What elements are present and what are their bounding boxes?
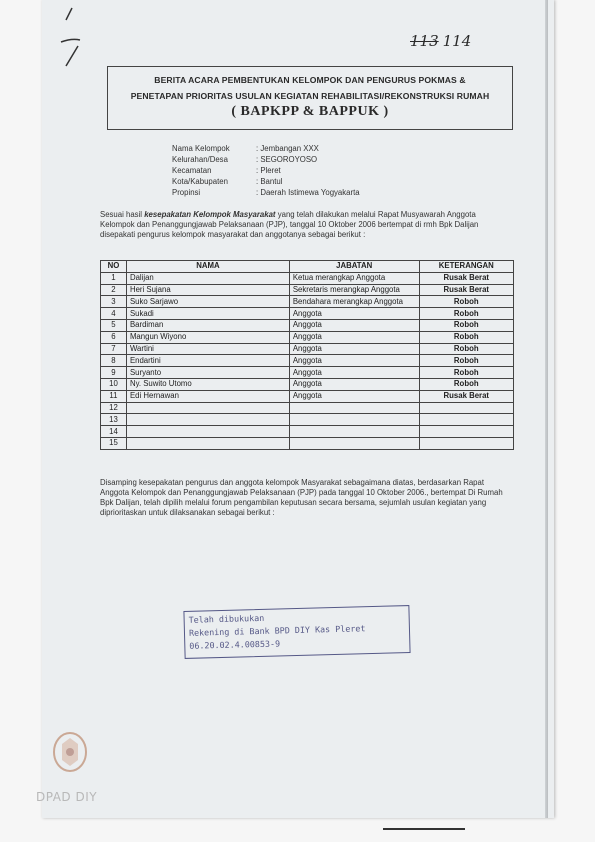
header-keterangan: KETERANGAN bbox=[419, 261, 513, 273]
intro-paragraph bbox=[100, 210, 512, 240]
table-row bbox=[101, 272, 514, 284]
para1-pre: Sesuai hasil bbox=[100, 210, 145, 219]
cell-nama bbox=[126, 402, 289, 414]
cell-jabatan: Sekretaris merangkap Anggota bbox=[289, 284, 419, 296]
page-number-current: 114 bbox=[442, 32, 472, 50]
cell-nama: Bardiman bbox=[126, 319, 289, 331]
table-row bbox=[101, 308, 514, 320]
cell-jabatan: Ketua merangkap Anggota bbox=[289, 272, 419, 284]
cell-jabatan: Anggota bbox=[289, 319, 419, 331]
cell-nama bbox=[126, 426, 289, 438]
cell-no: 10 bbox=[101, 378, 127, 390]
cell-keterangan: Rusak Berat bbox=[419, 284, 513, 296]
table-row bbox=[101, 343, 514, 355]
cell-keterangan: Roboh bbox=[419, 308, 513, 320]
cell-jabatan: Bendahara merangkap Anggota bbox=[289, 296, 419, 308]
cell-no: 6 bbox=[101, 331, 127, 343]
table-row bbox=[101, 378, 514, 390]
cell-jabatan bbox=[289, 402, 419, 414]
cell-no: 9 bbox=[101, 367, 127, 379]
cell-keterangan: Roboh bbox=[419, 296, 513, 308]
cell-nama: Suko Sarjawo bbox=[126, 296, 289, 308]
watermark-text: DPAD DIY bbox=[36, 790, 98, 804]
cell-jabatan: Anggota bbox=[289, 378, 419, 390]
table-row bbox=[101, 284, 514, 296]
bank-stamp bbox=[183, 605, 410, 659]
cell-keterangan: Roboh bbox=[419, 355, 513, 367]
info-value: : Daerah Istimewa Yogyakarta bbox=[256, 188, 360, 199]
stamp-line-1: Telah dibukukan bbox=[188, 612, 265, 625]
cell-nama: Mangun Wiyono bbox=[126, 331, 289, 343]
table-row bbox=[101, 414, 514, 426]
cell-jabatan bbox=[289, 426, 419, 438]
cell-keterangan bbox=[419, 426, 513, 438]
cell-no: 5 bbox=[101, 319, 127, 331]
info-value: : Jembangan XXX bbox=[256, 144, 319, 155]
cell-no: 8 bbox=[101, 355, 127, 367]
cell-no: 2 bbox=[101, 284, 127, 296]
document-title-box bbox=[107, 66, 513, 130]
title-line-2: PENETAPAN PRIORITAS USULAN KEGIATAN REHABILITASI/REKONSTRUKSI RUMAH bbox=[130, 91, 490, 101]
page-edge bbox=[545, 0, 548, 818]
cell-jabatan bbox=[289, 414, 419, 426]
cell-no: 12 bbox=[101, 402, 127, 414]
table-row bbox=[101, 355, 514, 367]
info-label: Kota/Kabupaten bbox=[172, 177, 228, 186]
seal-logo-icon bbox=[50, 730, 90, 774]
cell-jabatan: Anggota bbox=[289, 367, 419, 379]
stamp-line-3: 06.20.02.4.00853-9 bbox=[189, 638, 281, 651]
cell-no: 15 bbox=[101, 437, 127, 449]
header-nama: NAMA bbox=[126, 261, 289, 273]
title-line-3: ( BAPKPP & BAPPUK ) bbox=[231, 104, 389, 119]
table-row bbox=[101, 296, 514, 308]
cell-keterangan: Rusak Berat bbox=[419, 272, 513, 284]
cell-keterangan: Roboh bbox=[419, 319, 513, 331]
cell-no: 7 bbox=[101, 343, 127, 355]
cell-nama: Dalijan bbox=[126, 272, 289, 284]
cell-keterangan: Roboh bbox=[419, 331, 513, 343]
info-value: : Bantul bbox=[256, 177, 282, 188]
info-label: Propinsi bbox=[172, 188, 201, 197]
title-line-1: BERITA ACARA PEMBENTUKAN KELOMPOK DAN PENGURUS POKMAS & bbox=[154, 75, 466, 85]
cell-no: 13 bbox=[101, 414, 127, 426]
table-row bbox=[101, 437, 514, 449]
info-value: : SEGOROYOSO bbox=[256, 155, 317, 166]
cell-no: 1 bbox=[101, 272, 127, 284]
cell-keterangan: Roboh bbox=[419, 367, 513, 379]
cell-keterangan bbox=[419, 437, 513, 449]
members-table bbox=[100, 260, 514, 450]
cell-nama: Ny. Suwito Utomo bbox=[126, 378, 289, 390]
cell-nama: Sukadi bbox=[126, 308, 289, 320]
info-row bbox=[172, 188, 360, 199]
footer-divider bbox=[383, 828, 465, 830]
info-label: Kelurahan/Desa bbox=[172, 155, 228, 164]
info-label: Kecamatan bbox=[172, 166, 212, 175]
cell-nama: Edi Hernawan bbox=[126, 390, 289, 402]
para1-post: yang telah dilakukan melalui Rapat Musyawarah Anggota Kelompok dan Penanggungjawab Pelaksanaan (PJP), tanggal 10 Oktober 2006 bertempat di rmh Bpk Dalijan disepakati pengurus kelompok masyarakat dan anggotanya sebagai berikut : bbox=[100, 210, 479, 239]
table-row bbox=[101, 367, 514, 379]
table-header-row bbox=[101, 261, 514, 273]
closing-paragraph: Disamping kesepakatan pengurus dan anggota kelompok Masyarakat sebagaimana diatas, berdasarkan Rapat Anggota Kelompok dan Penanggungjawab Pelaksanaan (PJP) pada tanggal 10 Oktober 2006., bertempat Di Rumah Bpk Dalijan, telah dipilih melalui forum pengambilan keputusan secara bersama, sejumlah usulan kegiatan yang diprioritaskan untuk dilaksanakan sebagai berikut : bbox=[100, 478, 503, 517]
cell-jabatan: Anggota bbox=[289, 355, 419, 367]
cell-keterangan: Rusak Berat bbox=[419, 390, 513, 402]
cell-jabatan: Anggota bbox=[289, 390, 419, 402]
header-jabatan: JABATAN bbox=[289, 261, 419, 273]
cell-jabatan: Anggota bbox=[289, 343, 419, 355]
cell-no: 3 bbox=[101, 296, 127, 308]
cell-jabatan bbox=[289, 437, 419, 449]
cell-keterangan bbox=[419, 414, 513, 426]
cell-keterangan: Roboh bbox=[419, 378, 513, 390]
group-info bbox=[172, 144, 360, 199]
pen-mark-icon bbox=[58, 6, 88, 70]
page-number bbox=[410, 32, 471, 50]
cell-no: 14 bbox=[101, 426, 127, 438]
info-value: : Pleret bbox=[256, 166, 281, 177]
cell-nama bbox=[126, 437, 289, 449]
cell-nama: Heri Sujana bbox=[126, 284, 289, 296]
cell-no: 11 bbox=[101, 390, 127, 402]
cell-nama bbox=[126, 414, 289, 426]
info-row bbox=[172, 177, 360, 188]
cell-jabatan: Anggota bbox=[289, 308, 419, 320]
cell-no: 4 bbox=[101, 308, 127, 320]
info-row bbox=[172, 166, 360, 177]
cell-jabatan: Anggota bbox=[289, 331, 419, 343]
cell-keterangan bbox=[419, 402, 513, 414]
table-row bbox=[101, 426, 514, 438]
info-label: Nama Kelompok bbox=[172, 144, 230, 153]
table-row bbox=[101, 319, 514, 331]
header-no: NO bbox=[101, 261, 127, 273]
para1-emphasis: kesepakatan Kelompok Masyarakat bbox=[144, 210, 276, 219]
page-number-struck: 113 bbox=[410, 32, 439, 50]
table-row bbox=[101, 402, 514, 414]
cell-nama: Wartini bbox=[126, 343, 289, 355]
stamp-line-2: Rekening di Bank BPD DIY Kas Pleret bbox=[188, 623, 366, 638]
table-row bbox=[101, 331, 514, 343]
cell-nama: Suryanto bbox=[126, 367, 289, 379]
cell-keterangan: Roboh bbox=[419, 343, 513, 355]
cell-nama: Endartini bbox=[126, 355, 289, 367]
table-row bbox=[101, 390, 514, 402]
info-row bbox=[172, 155, 360, 166]
info-row bbox=[172, 144, 360, 155]
